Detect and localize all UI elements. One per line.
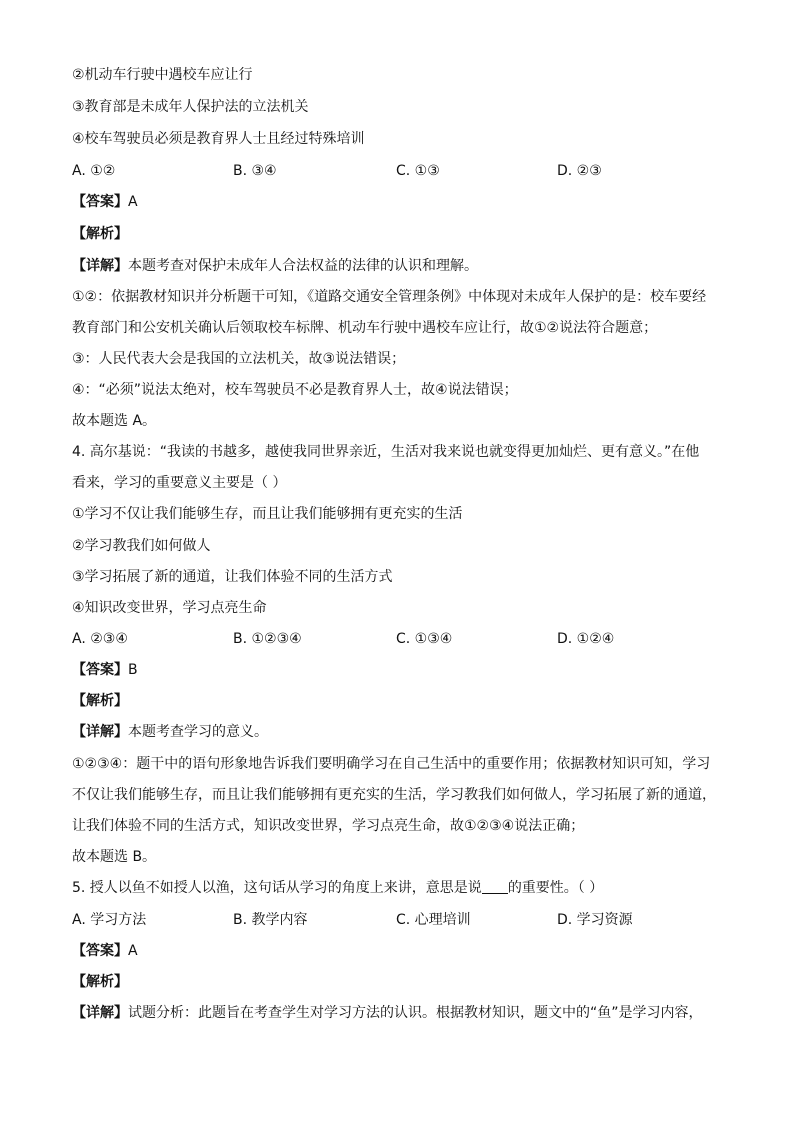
detail-text: 本题考查学习的意义。 <box>128 724 268 740</box>
option-c: C. ①③④ <box>396 631 453 647</box>
explanation-line: 故本题选 B。 <box>72 849 157 865</box>
explanation-line: ①②：依据教材知识并分析题干可知，《道路交通安全管理条例》中体现对未成年人保护的是：校车要经 <box>72 289 707 305</box>
option-b: B. ①②③④ <box>233 631 302 647</box>
analysis-label: 【解析】 <box>72 693 128 709</box>
stem-part: 的重要性。（ ） <box>507 880 604 896</box>
explanation-line: 让我们体验不同的生活方式，知识改变世界，学习点亮生命，故①②③④说法正确； <box>72 818 585 834</box>
option-d: D. ①②④ <box>557 631 615 647</box>
option-a: A. ①② <box>72 163 116 179</box>
explanation-line: ④：“必须”说法太绝对，校车驾驶员不必是教育界人士，故④说法错误； <box>72 382 518 398</box>
question-item: ④校车驾驶员必须是教育界人士且经过特殊培训 <box>72 131 365 147</box>
detail-line <box>72 723 268 741</box>
question-item: ②学习教我们如何做人 <box>72 538 211 554</box>
answer-line <box>72 193 138 211</box>
question-item: ③教育部是未成年人保护法的立法机关 <box>72 99 309 115</box>
detail-line <box>72 257 478 275</box>
detail-text: 本题考查对保护未成年人合法权益的法律的认识和理解。 <box>128 258 478 274</box>
question-item: ②机动车行驶中遇校车应让行 <box>72 67 253 83</box>
stem-part: 5. 授人以鱼不如授人以渔，这句话从学习的角度上来讲，意思是说 <box>72 880 482 896</box>
answer-value: A <box>128 194 138 210</box>
explanation-line: 故本题选 A。 <box>72 413 157 429</box>
option-c: C. ①③ <box>396 163 440 179</box>
option-b: B. ③④ <box>233 163 277 179</box>
explanation-line: 教育部门和公安机关确认后领取校车标牌、机动车行驶中遇校车应让行，故①②说法符合题意； <box>72 320 658 336</box>
question-item: ④知识改变世界，学习点亮生命 <box>72 600 267 616</box>
analysis-label: 【解析】 <box>72 974 128 990</box>
option-d: D. ②③ <box>557 163 602 179</box>
option-c: C. 心理培训 <box>396 912 471 928</box>
answer-value: A <box>128 943 138 959</box>
question-item: ③学习拓展了新的通道，让我们体验不同的生活方式 <box>72 569 393 585</box>
question-item: ①学习不仅让我们能够生存，而且让我们能够拥有更充实的生活 <box>72 506 463 522</box>
explanation-line: ①②③④：题干中的语句形象地告诉我们要明确学习在自己生活中的重要作用；依据教材知识可知，学习 <box>72 756 711 772</box>
option-b: B. 教学内容 <box>233 912 308 928</box>
detail-label: 【详解】 <box>72 1005 128 1021</box>
question-stem: 看来，学习的重要意义主要是（ ） <box>72 475 287 491</box>
explanation-line: ③：人民代表大会是我国的立法机关，故③说法错误； <box>72 351 406 367</box>
question-stem <box>72 879 603 897</box>
answer-label: 【答案】 <box>72 662 128 678</box>
answer-label: 【答案】 <box>72 943 128 959</box>
detail-text: 试题分析：此题旨在考查学生对学习方法的认识。根据教材知识，题文中的“鱼”是学习内容， <box>128 1005 703 1021</box>
question-stem: 4. 高尔基说：“我读的书越多，越使我同世界亲近，生活对我来说也就变得更加灿烂、更有意义。”在他 <box>72 444 700 460</box>
answer-line <box>72 942 138 960</box>
explanation-line: 不仅让我们能够生存，而且让我们能够拥有更充实的生活，学习教我们如何做人，学习拓展了新的通道， <box>72 787 716 803</box>
analysis-label: 【解析】 <box>72 226 128 242</box>
option-a: A. ②③④ <box>72 631 128 647</box>
option-a: A. 学习方法 <box>72 912 147 928</box>
answer-blank <box>482 879 508 894</box>
detail-line <box>72 1004 703 1022</box>
answer-line <box>72 661 138 679</box>
detail-label: 【详解】 <box>72 724 128 740</box>
detail-label: 【详解】 <box>72 258 128 274</box>
option-d: D. 学习资源 <box>557 912 633 928</box>
answer-label: 【答案】 <box>72 194 128 210</box>
answer-value: B <box>128 662 138 678</box>
